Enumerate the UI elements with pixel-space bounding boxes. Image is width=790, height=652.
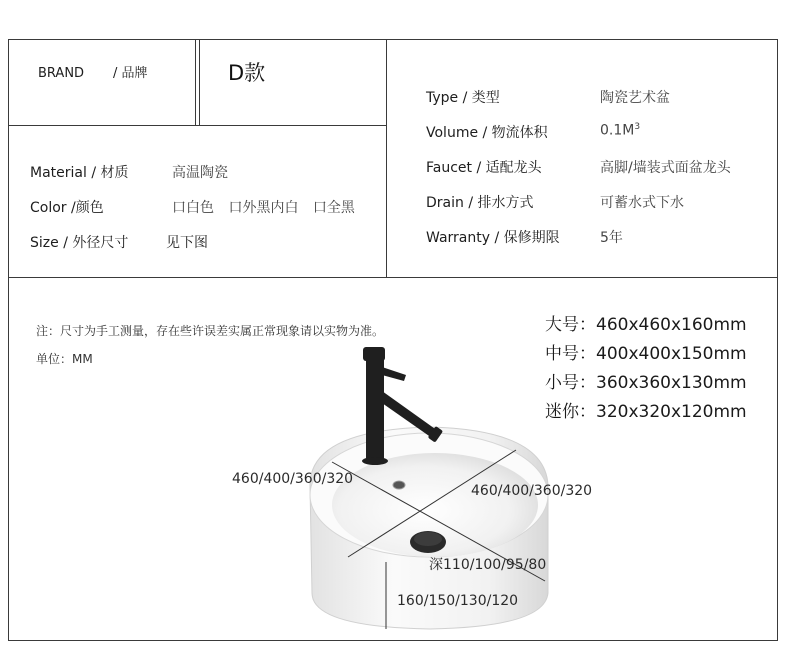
col-divider-main xyxy=(386,39,387,278)
color-options xyxy=(172,197,365,217)
faucet-value: 高脚/墙装式面盆龙头 xyxy=(600,160,731,176)
row-divider xyxy=(8,277,778,278)
brand-col-divider-a xyxy=(195,39,196,126)
faucet-label: Faucet / 适配龙头 xyxy=(426,160,542,176)
measurement-note: 注：尺寸为手工测量，存在些许误差实属正常现象请以实物为准。 xyxy=(36,324,385,338)
type-label: Type / 类型 xyxy=(426,90,500,106)
size-value: 见下图 xyxy=(166,235,208,251)
height-label: 160/150/130/120 xyxy=(397,593,519,609)
color-option-black-white: 口外黑内白 xyxy=(228,200,299,216)
type-value: 陶瓷艺术盆 xyxy=(600,90,670,106)
depth-label: 深110/100/95/80 xyxy=(429,557,547,573)
diameter-label-b: 460/400/360/320 xyxy=(471,483,593,499)
warranty-label: Warranty / 保修期限 xyxy=(426,230,560,246)
brand-col-divider-b xyxy=(199,39,200,126)
frame-top xyxy=(8,39,778,40)
diameter-label-a: 460/400/360/320 xyxy=(232,471,354,487)
volume-label: Volume / 物流体积 xyxy=(426,125,548,141)
frame-left xyxy=(8,39,9,641)
material-value: 高温陶瓷 xyxy=(172,165,228,181)
size-label: Size / 外径尺寸 xyxy=(30,235,129,251)
material-label: Material / 材质 xyxy=(30,165,129,181)
color-label: Color /颜色 xyxy=(30,200,104,216)
volume-value: $0.1M^3$ xyxy=(600,122,641,139)
size-large: 大号：460x460x160mm xyxy=(545,315,747,335)
drain-label: Drain / 排水方式 xyxy=(426,195,534,211)
size-mini: 迷你：320x320x120mm xyxy=(545,402,747,422)
size-medium: 中号：400x400x150mm xyxy=(545,344,747,364)
frame-right xyxy=(777,39,778,641)
frame-bottom xyxy=(8,640,778,641)
drain-value: 可蓄水式下水 xyxy=(600,195,684,211)
unit-note: 单位：MM xyxy=(36,352,93,366)
size-small: 小号：360x360x130mm xyxy=(545,373,747,393)
brand-row-divider xyxy=(8,125,387,126)
color-option-black: 口全黑 xyxy=(312,200,355,216)
model-title: D款 xyxy=(228,61,266,85)
overflow-hole xyxy=(393,481,405,489)
warranty-value: 5年 xyxy=(600,230,623,246)
brand-label: BRAND / 品牌 xyxy=(38,66,148,81)
color-option-white: 口白色 xyxy=(172,200,214,216)
